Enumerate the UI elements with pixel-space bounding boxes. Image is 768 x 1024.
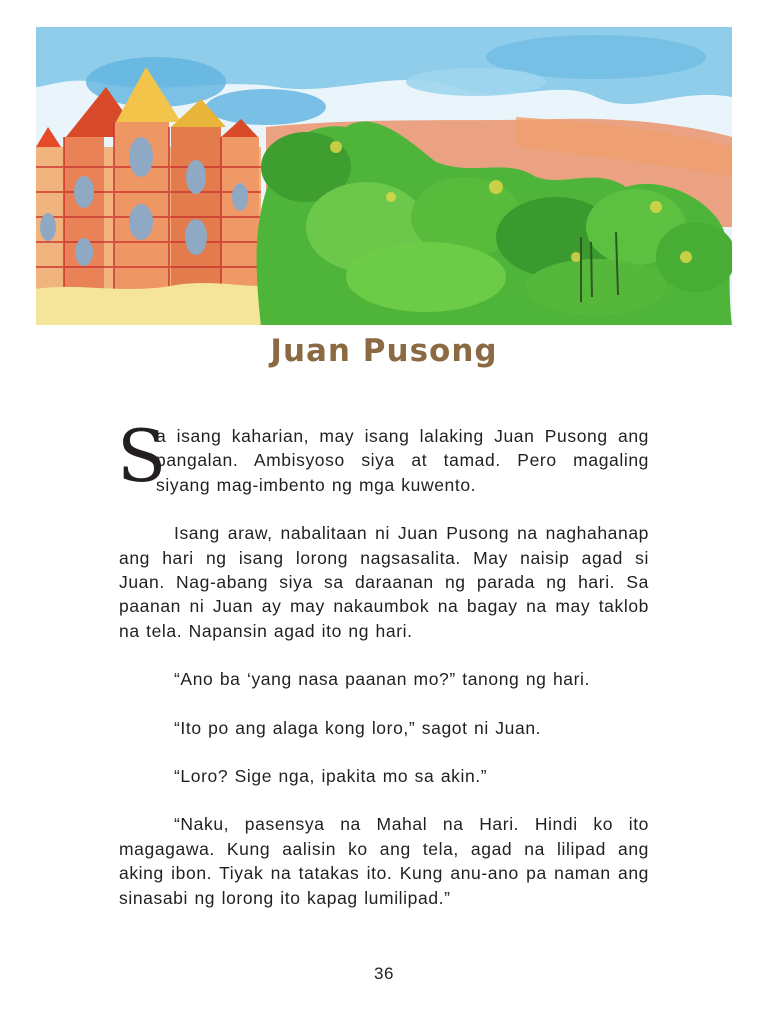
- story-paragraph: “Ito po ang alaga kong loro,” sagot ni Juan.: [174, 717, 542, 738]
- story-paragraph: “Naku, pasensya na Mahal na Hari. Hindi ko ito magagawa. Kung aalisin ko ang tela, agad na lilipad ang aking ibon. Tiyak na tatakas ito. Kung anu-ano pa naman ang sinasabi ng lorong ito kapag lumilipad.”: [119, 814, 649, 908]
- page-number: 36: [374, 964, 394, 983]
- story-paragraph: “Loro? Sige nga, ipakita mo sa akin.”: [174, 766, 488, 787]
- story-paragraph: “Ano ba ‘yang nasa paanan mo?” tanong ng hari.: [174, 669, 591, 690]
- story-paragraph: [117, 414, 649, 498]
- story-paragraph: Isang araw, nabalitaan ni Juan Pusong na naghahanap ang hari ng isang lorong nagsasalita. May naisip agad si Juan. Nag-abang siya sa daraanan ng parada ng hari. Sa paanan ni Juan ay may nakaumbok na bagay na may taklob na tela. Napansin agad ito ng hari.: [119, 523, 649, 641]
- drop-cap: S: [117, 414, 167, 498]
- paragraph-text: a isang kaharian, may isang lalaking Juan Pusong ang pangalan. Ambisyoso siya at tamad. Pero magaling siyang mag-imbento ng mga kuwento.: [156, 426, 649, 495]
- page-title: Juan Pusong: [270, 333, 498, 369]
- story-body: [117, 414, 649, 910]
- story-illustration: [36, 27, 732, 325]
